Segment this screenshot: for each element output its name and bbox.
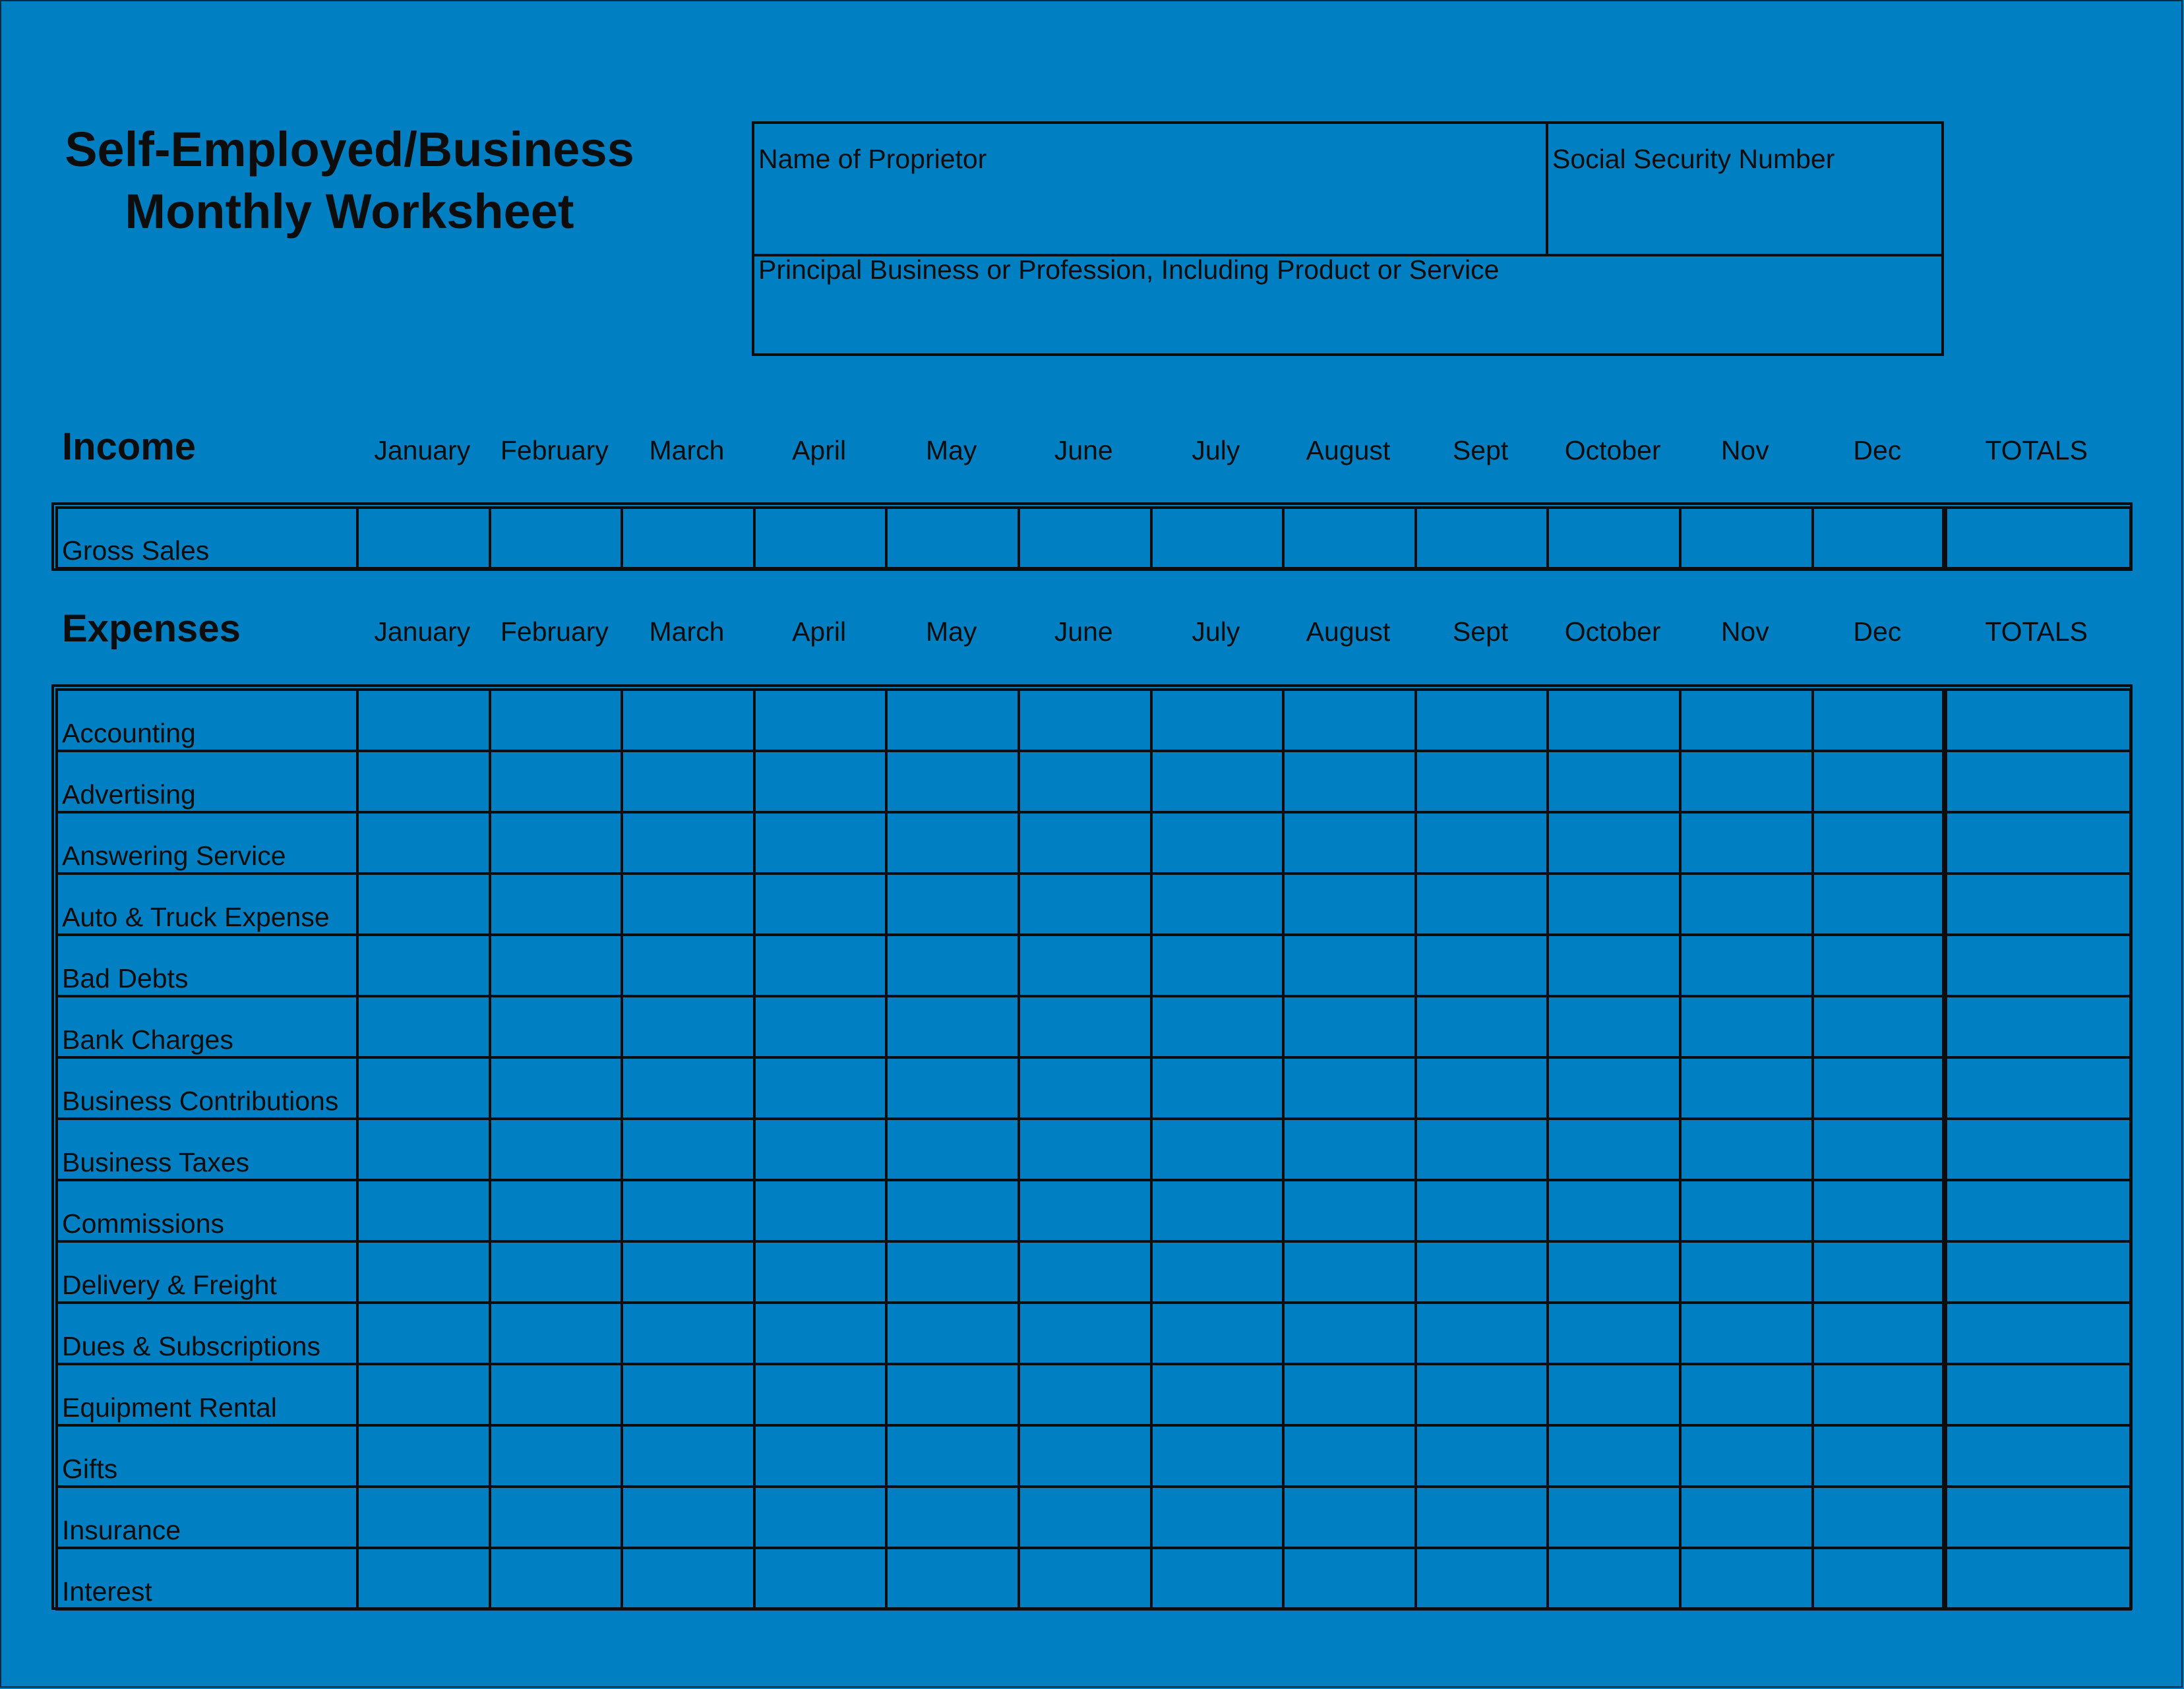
expenses-cell-totals[interactable]: [1945, 935, 2131, 996]
expenses-cell-july[interactable]: [1151, 812, 1284, 874]
expenses-cell-january[interactable]: [357, 751, 490, 812]
expenses-cell-sept[interactable]: [1416, 1241, 1548, 1303]
expenses-cell-august[interactable]: [1283, 1180, 1416, 1241]
expenses-cell-totals[interactable]: [1945, 1548, 2131, 1609]
expenses-cell-february[interactable]: [490, 1241, 622, 1303]
expenses-cell-august[interactable]: [1283, 1241, 1416, 1303]
income-cell-april[interactable]: [754, 508, 887, 568]
expenses-cell-march[interactable]: [622, 1364, 754, 1425]
expenses-header-dec: Dec: [1853, 616, 1902, 647]
expenses-cell-october[interactable]: [1548, 751, 1680, 812]
expenses-cell-dec[interactable]: [1813, 1303, 1945, 1364]
expenses-cell-dec[interactable]: [1813, 874, 1945, 935]
expenses-cell-sept[interactable]: [1416, 1180, 1548, 1241]
expenses-cell-june[interactable]: [1019, 751, 1151, 812]
expenses-cell-sept[interactable]: [1416, 935, 1548, 996]
income-cell-totals[interactable]: [1945, 508, 2131, 568]
expenses-cell-totals[interactable]: [1945, 690, 2131, 751]
expenses-cell-july[interactable]: [1151, 1487, 1284, 1548]
expenses-row-label: Advertising: [57, 751, 357, 812]
expenses-row: [57, 874, 2131, 935]
expenses-cell-march[interactable]: [622, 1548, 754, 1609]
expenses-cell-totals[interactable]: [1945, 874, 2131, 935]
expenses-cell-january[interactable]: [357, 1364, 490, 1425]
expenses-cell-january[interactable]: [357, 812, 490, 874]
expenses-cell-october[interactable]: [1548, 812, 1680, 874]
expenses-cell-dec[interactable]: [1813, 1057, 1945, 1119]
expenses-cell-totals[interactable]: [1945, 1425, 2131, 1487]
expenses-cell-march[interactable]: [622, 1241, 754, 1303]
income-cell-february[interactable]: [490, 508, 622, 568]
expenses-cell-august[interactable]: [1283, 996, 1416, 1057]
expenses-cell-march[interactable]: [622, 1180, 754, 1241]
income-header-april: April: [792, 435, 847, 465]
income-header-totals: TOTALS: [1985, 435, 2088, 465]
expenses-row-label: Gifts: [57, 1425, 357, 1487]
expenses-cell-sept[interactable]: [1416, 751, 1548, 812]
expenses-cell-nov[interactable]: [1680, 1548, 1813, 1609]
expenses-row: [57, 690, 2131, 751]
expenses-cell-nov[interactable]: [1680, 1364, 1813, 1425]
income-cell-october[interactable]: [1548, 508, 1680, 568]
expenses-cell-april[interactable]: [754, 1548, 887, 1609]
expenses-cell-march[interactable]: [622, 996, 754, 1057]
expenses-cell-october[interactable]: [1548, 690, 1680, 751]
expenses-cell-sept[interactable]: [1416, 1057, 1548, 1119]
expenses-row: [57, 1057, 2131, 1119]
expenses-row-label: Equipment Rental: [57, 1364, 357, 1425]
expenses-cell-nov[interactable]: [1680, 874, 1813, 935]
expenses-row: [57, 812, 2131, 874]
expenses-cell-june[interactable]: [1019, 1303, 1151, 1364]
expenses-cell-july[interactable]: [1151, 996, 1284, 1057]
expenses-cell-june[interactable]: [1019, 1487, 1151, 1548]
income-row: [57, 508, 2131, 568]
expenses-cell-sept[interactable]: [1416, 1119, 1548, 1180]
expenses-cell-may[interactable]: [886, 1303, 1019, 1364]
expenses-cell-april[interactable]: [754, 812, 887, 874]
expenses-header-april: April: [792, 616, 847, 647]
expenses-cell-july[interactable]: [1151, 1241, 1284, 1303]
expenses-cell-october[interactable]: [1548, 1119, 1680, 1180]
expenses-cell-april[interactable]: [754, 1364, 887, 1425]
expenses-cell-january[interactable]: [357, 1241, 490, 1303]
expenses-cell-may[interactable]: [886, 1364, 1019, 1425]
expenses-cell-dec[interactable]: [1813, 690, 1945, 751]
expenses-cell-october[interactable]: [1548, 1487, 1680, 1548]
expenses-cell-dec[interactable]: [1813, 1119, 1945, 1180]
expenses-row-label: Bank Charges: [57, 996, 357, 1057]
expenses-cell-sept[interactable]: [1416, 1487, 1548, 1548]
expenses-cell-january[interactable]: [357, 996, 490, 1057]
expenses-header-march: March: [649, 616, 725, 647]
proprietor-name-field[interactable]: Name of Proprietor: [758, 144, 987, 174]
expenses-cell-october[interactable]: [1548, 1364, 1680, 1425]
expenses-cell-october[interactable]: [1548, 1548, 1680, 1609]
expenses-cell-june[interactable]: [1019, 812, 1151, 874]
expenses-header-may: May: [925, 616, 977, 647]
expenses-cell-sept[interactable]: [1416, 874, 1548, 935]
income-title: Income: [62, 425, 197, 468]
income-header-may: May: [925, 435, 977, 465]
expenses-cell-totals[interactable]: [1945, 1303, 2131, 1364]
expenses-cell-dec[interactable]: [1813, 1180, 1945, 1241]
expenses-row: [57, 1180, 2131, 1241]
expenses-cell-july[interactable]: [1151, 874, 1284, 935]
expenses-cell-february[interactable]: [490, 1180, 622, 1241]
expenses-cell-sept[interactable]: [1416, 1364, 1548, 1425]
expenses-cell-october[interactable]: [1548, 1241, 1680, 1303]
expenses-cell-march[interactable]: [622, 1119, 754, 1180]
income-cell-dec[interactable]: [1813, 508, 1945, 568]
expenses-header-january: January: [374, 616, 471, 647]
expenses-row: [57, 751, 2131, 812]
expenses-cell-august[interactable]: [1283, 1548, 1416, 1609]
expenses-cell-august[interactable]: [1283, 1364, 1416, 1425]
expenses-cell-june[interactable]: [1019, 1364, 1151, 1425]
expenses-row: [57, 1425, 2131, 1487]
expenses-cell-february[interactable]: [490, 1364, 622, 1425]
income-table: [55, 506, 2132, 570]
income-cell-nov[interactable]: [1680, 508, 1813, 568]
expenses-cell-totals[interactable]: [1945, 1487, 2131, 1548]
expenses-cell-april[interactable]: [754, 996, 887, 1057]
expenses-cell-august[interactable]: [1283, 1303, 1416, 1364]
expenses-cell-august[interactable]: [1283, 812, 1416, 874]
expenses-cell-totals[interactable]: [1945, 996, 2131, 1057]
expenses-cell-dec[interactable]: [1813, 935, 1945, 996]
income-header-january: January: [374, 435, 471, 465]
expenses-cell-february[interactable]: [490, 1119, 622, 1180]
expenses-cell-totals[interactable]: [1945, 1057, 2131, 1119]
expenses-cell-dec[interactable]: [1813, 751, 1945, 812]
expenses-cell-april[interactable]: [754, 1303, 887, 1364]
expenses-cell-june[interactable]: [1019, 1057, 1151, 1119]
expenses-cell-october[interactable]: [1548, 1180, 1680, 1241]
expenses-row-label: Commissions: [57, 1180, 357, 1241]
expenses-row-label: Delivery & Freight: [57, 1241, 357, 1303]
expenses-cell-dec[interactable]: [1813, 996, 1945, 1057]
expenses-cell-nov[interactable]: [1680, 1303, 1813, 1364]
expenses-cell-february[interactable]: [490, 1303, 622, 1364]
expenses-cell-march[interactable]: [622, 1487, 754, 1548]
expenses-cell-dec[interactable]: [1813, 1364, 1945, 1425]
expenses-cell-february[interactable]: [490, 935, 622, 996]
income-cell-sept[interactable]: [1416, 508, 1548, 568]
expenses-row: [57, 1303, 2131, 1364]
income-header-dec: Dec: [1853, 435, 1902, 465]
expenses-cell-july[interactable]: [1151, 935, 1284, 996]
expenses-header-nov: Nov: [1720, 616, 1769, 647]
income-header-july: July: [1192, 435, 1240, 465]
expenses-cell-january[interactable]: [357, 690, 490, 751]
page-title: [40, 119, 659, 243]
expenses-cell-july[interactable]: [1151, 1303, 1284, 1364]
expenses-cell-march[interactable]: [622, 1425, 754, 1487]
expenses-row-label: Accounting: [57, 690, 357, 751]
expenses-cell-sept[interactable]: [1416, 1425, 1548, 1487]
expenses-row: [57, 1548, 2131, 1609]
expenses-cell-july[interactable]: [1151, 1057, 1284, 1119]
expenses-cell-nov[interactable]: [1680, 690, 1813, 751]
income-header-february: February: [500, 435, 609, 465]
expenses-cell-october[interactable]: [1548, 1303, 1680, 1364]
expenses-cell-july[interactable]: [1151, 690, 1284, 751]
income-cell-january[interactable]: [357, 508, 490, 568]
expenses-header-october: October: [1564, 616, 1661, 647]
expenses-row: [57, 1241, 2131, 1303]
expenses-row: [57, 996, 2131, 1057]
ssn-field[interactable]: Social Security Number: [1552, 144, 1835, 174]
expenses-cell-october[interactable]: [1548, 1425, 1680, 1487]
expenses-cell-july[interactable]: [1151, 1364, 1284, 1425]
expenses-cell-january[interactable]: [357, 935, 490, 996]
expenses-cell-may[interactable]: [886, 1180, 1019, 1241]
expenses-cell-nov[interactable]: [1680, 1057, 1813, 1119]
expenses-cell-august[interactable]: [1283, 1119, 1416, 1180]
expenses-cell-january[interactable]: [357, 1487, 490, 1548]
expenses-cell-dec[interactable]: [1813, 1487, 1945, 1548]
expenses-cell-march[interactable]: [622, 812, 754, 874]
expenses-header-february: February: [500, 616, 609, 647]
expenses-cell-totals[interactable]: [1945, 751, 2131, 812]
expenses-cell-august[interactable]: [1283, 935, 1416, 996]
expenses-cell-march[interactable]: [622, 1057, 754, 1119]
expenses-cell-january[interactable]: [357, 1057, 490, 1119]
expenses-cell-may[interactable]: [886, 935, 1019, 996]
expenses-cell-nov[interactable]: [1680, 1180, 1813, 1241]
expenses-cell-february[interactable]: [490, 751, 622, 812]
income-cell-may[interactable]: [886, 508, 1019, 568]
expenses-row: [57, 1487, 2131, 1548]
expenses-cell-august[interactable]: [1283, 1057, 1416, 1119]
expenses-cell-nov[interactable]: [1680, 1119, 1813, 1180]
expenses-cell-march[interactable]: [622, 1303, 754, 1364]
expenses-row-label: Bad Debts: [57, 935, 357, 996]
expenses-cell-totals[interactable]: [1945, 1180, 2131, 1241]
expenses-cell-july[interactable]: [1151, 1180, 1284, 1241]
expenses-cell-sept[interactable]: [1416, 996, 1548, 1057]
expenses-cell-may[interactable]: [886, 874, 1019, 935]
expenses-cell-april[interactable]: [754, 1057, 887, 1119]
expenses-cell-august[interactable]: [1283, 874, 1416, 935]
expenses-cell-january[interactable]: [357, 1425, 490, 1487]
expenses-cell-october[interactable]: [1548, 996, 1680, 1057]
expenses-cell-july[interactable]: [1151, 751, 1284, 812]
income-header-august: August: [1306, 435, 1391, 465]
expenses-row: [57, 1364, 2131, 1425]
expenses-cell-august[interactable]: [1283, 751, 1416, 812]
expenses-cell-totals[interactable]: [1945, 1241, 2131, 1303]
expenses-cell-january[interactable]: [357, 1119, 490, 1180]
expenses-cell-june[interactable]: [1019, 1119, 1151, 1180]
expenses-row-label: Dues & Subscriptions: [57, 1303, 357, 1364]
expenses-cell-sept[interactable]: [1416, 1303, 1548, 1364]
expenses-cell-october[interactable]: [1548, 1057, 1680, 1119]
proprietor-info-box: [752, 121, 1944, 356]
expenses-cell-june[interactable]: [1019, 1241, 1151, 1303]
expenses-cell-february[interactable]: [490, 874, 622, 935]
expenses-cell-april[interactable]: [754, 690, 887, 751]
expenses-header-sept: Sept: [1452, 616, 1509, 647]
income-header-sept: Sept: [1452, 435, 1509, 465]
expenses-cell-nov[interactable]: [1680, 996, 1813, 1057]
expenses-cell-april[interactable]: [754, 1487, 887, 1548]
expenses-cell-may[interactable]: [886, 996, 1019, 1057]
expenses-cell-march[interactable]: [622, 874, 754, 935]
expenses-cell-sept[interactable]: [1416, 1548, 1548, 1609]
expenses-cell-june[interactable]: [1019, 1548, 1151, 1609]
expenses-cell-nov[interactable]: [1680, 751, 1813, 812]
expenses-cell-april[interactable]: [754, 874, 887, 935]
expenses-cell-may[interactable]: [886, 1548, 1019, 1609]
expenses-header-june: June: [1054, 616, 1113, 647]
income-row-label: Gross Sales: [57, 508, 357, 568]
expenses-cell-nov[interactable]: [1680, 935, 1813, 996]
expenses-cell-june[interactable]: [1019, 1425, 1151, 1487]
expenses-cell-june[interactable]: [1019, 935, 1151, 996]
expenses-cell-april[interactable]: [754, 1180, 887, 1241]
expenses-cell-february[interactable]: [490, 1487, 622, 1548]
expenses-cell-june[interactable]: [1019, 1180, 1151, 1241]
income-cell-june[interactable]: [1019, 508, 1151, 568]
expenses-cell-august[interactable]: [1283, 690, 1416, 751]
expenses-row-label: Business Contributions: [57, 1057, 357, 1119]
expenses-cell-may[interactable]: [886, 1241, 1019, 1303]
business-description-field[interactable]: Principal Business or Profession, Including Product or Service: [758, 254, 1500, 285]
expenses-cell-may[interactable]: [886, 1425, 1019, 1487]
expenses-cell-april[interactable]: [754, 1241, 887, 1303]
expenses-cell-may[interactable]: [886, 1119, 1019, 1180]
income-cell-july[interactable]: [1151, 508, 1284, 568]
expenses-cell-may[interactable]: [886, 1057, 1019, 1119]
expenses-row: [57, 935, 2131, 996]
expenses-cell-nov[interactable]: [1680, 1487, 1813, 1548]
income-header-october: October: [1564, 435, 1661, 465]
expenses-cell-nov[interactable]: [1680, 1425, 1813, 1487]
expenses-cell-january[interactable]: [357, 1548, 490, 1609]
expenses-cell-february[interactable]: [490, 1057, 622, 1119]
expenses-cell-april[interactable]: [754, 1119, 887, 1180]
expenses-row-label: Business Taxes: [57, 1119, 357, 1180]
expenses-cell-nov[interactable]: [1680, 1241, 1813, 1303]
expenses-cell-dec[interactable]: [1813, 1425, 1945, 1487]
expenses-cell-april[interactable]: [754, 1425, 887, 1487]
expenses-cell-nov[interactable]: [1680, 812, 1813, 874]
expenses-cell-may[interactable]: [886, 812, 1019, 874]
expenses-cell-february[interactable]: [490, 690, 622, 751]
expenses-cell-january[interactable]: [357, 1180, 490, 1241]
expenses-row-label: Insurance: [57, 1487, 357, 1548]
expenses-row-label: Auto & Truck Expense: [57, 874, 357, 935]
expenses-header-totals: TOTALS: [1985, 616, 2088, 647]
expenses-cell-august[interactable]: [1283, 1425, 1416, 1487]
expenses-cell-march[interactable]: [622, 751, 754, 812]
expenses-cell-dec[interactable]: [1813, 1241, 1945, 1303]
expenses-cell-february[interactable]: [490, 996, 622, 1057]
expenses-cell-august[interactable]: [1283, 1487, 1416, 1548]
expenses-cell-february[interactable]: [490, 812, 622, 874]
expenses-cell-may[interactable]: [886, 690, 1019, 751]
expenses-row: [57, 1119, 2131, 1180]
income-header-nov: Nov: [1720, 435, 1769, 465]
expenses-row-label: Interest: [57, 1548, 357, 1609]
expenses-cell-february[interactable]: [490, 1425, 622, 1487]
income-cell-august[interactable]: [1283, 508, 1416, 568]
title-line-2: Monthly Worksheet: [125, 184, 574, 239]
expenses-cell-march[interactable]: [622, 690, 754, 751]
expenses-cell-totals[interactable]: [1945, 1119, 2131, 1180]
expenses-cell-july[interactable]: [1151, 1119, 1284, 1180]
info-divider-vertical: [1546, 124, 1548, 254]
expenses-cell-sept[interactable]: [1416, 812, 1548, 874]
expenses-cell-january[interactable]: [357, 1303, 490, 1364]
expenses-table: [55, 688, 2132, 1611]
expenses-row-label: Answering Service: [57, 812, 357, 874]
expenses-cell-totals[interactable]: [1945, 1364, 2131, 1425]
expenses-cell-february[interactable]: [490, 1548, 622, 1609]
expenses-cell-june[interactable]: [1019, 690, 1151, 751]
expenses-cell-april[interactable]: [754, 751, 887, 812]
expenses-cell-june[interactable]: [1019, 996, 1151, 1057]
income-header-march: March: [649, 435, 725, 465]
expenses-cell-april[interactable]: [754, 935, 887, 996]
expenses-header-august: August: [1306, 616, 1391, 647]
expenses-cell-july[interactable]: [1151, 1548, 1284, 1609]
expenses-header-july: July: [1192, 616, 1240, 647]
expenses-cell-july[interactable]: [1151, 1425, 1284, 1487]
expenses-cell-dec[interactable]: [1813, 812, 1945, 874]
expenses-cell-may[interactable]: [886, 1487, 1019, 1548]
expenses-title: Expenses: [62, 607, 241, 650]
income-header-june: June: [1054, 435, 1113, 465]
expenses-cell-may[interactable]: [886, 751, 1019, 812]
expenses-cell-sept[interactable]: [1416, 690, 1548, 751]
expenses-cell-january[interactable]: [357, 874, 490, 935]
income-cell-march[interactable]: [622, 508, 754, 568]
expenses-cell-march[interactable]: [622, 935, 754, 996]
title-line-1: Self-Employed/Business: [65, 122, 634, 177]
expenses-cell-totals[interactable]: [1945, 812, 2131, 874]
expenses-cell-october[interactable]: [1548, 935, 1680, 996]
expenses-cell-dec[interactable]: [1813, 1548, 1945, 1609]
expenses-cell-october[interactable]: [1548, 874, 1680, 935]
expenses-cell-june[interactable]: [1019, 874, 1151, 935]
